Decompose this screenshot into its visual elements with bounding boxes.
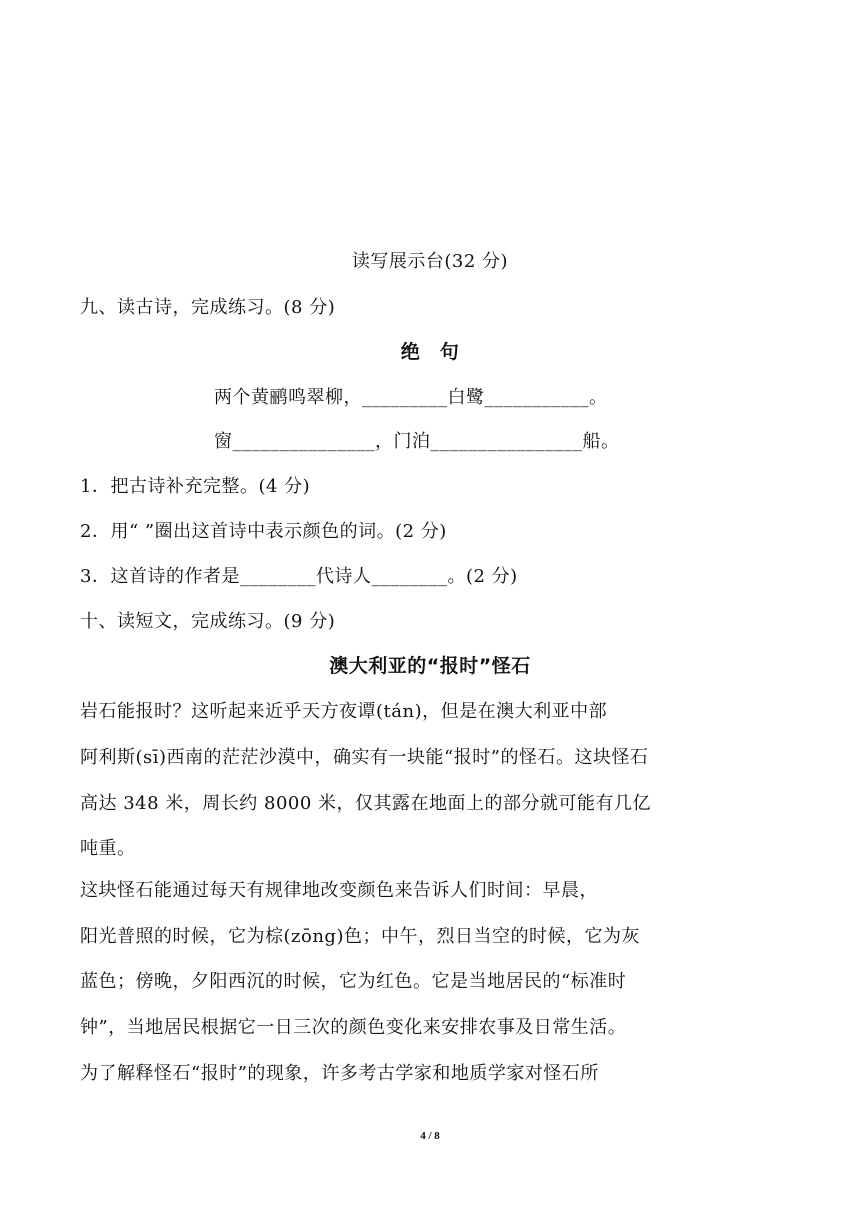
article-line: 这块怪石能通过每天有规律地改变颜色来告诉人们时间：早晨， [80, 880, 598, 901]
question-9-item-2: 2．用“ ”圈出这首诗中表示颜色的词。(2 分) [80, 521, 447, 542]
article-line: 钟”，当地居民根据它一日三次的颜色变化来安排农事及日常生活。 [80, 1017, 627, 1038]
section-title: 读写展示台(32 分) [351, 251, 509, 272]
article-line: 阿利斯(sī)西南的茫茫沙漠中，确实有一块能“报时”的怪石。这块怪石 [80, 747, 649, 768]
page-number: 4 / 8 [420, 1130, 440, 1142]
article-line: 岩石能报时？这听起来近乎天方夜谭(tán)，但是在澳大利亚中部 [80, 701, 608, 722]
article-line: 蓝色；傍晚，夕阳西沉的时候，它为红色。它是当地居民的“标准时 [80, 971, 627, 992]
question-9-heading: 九、读古诗，完成练习。(8 分) [80, 297, 336, 318]
article-title: 澳大利亚的“报时”怪石 [329, 655, 531, 677]
article-line: 高达 348 米，周长约 8000 米，仅其露在地面上的部分就可能有几亿 [80, 793, 652, 814]
article-line: 阳光普照的时候，它为棕(zōng)色；中午，烈日当空的时候，它为灰 [80, 926, 640, 947]
question-9-item-1: 1．把古诗补充完整。(4 分) [80, 476, 311, 497]
article-line: 吨重。 [80, 838, 136, 859]
question-10-heading: 十、读短文，完成练习。(9 分) [80, 611, 336, 632]
poem-line-2: 窗_______________，门泊________________船。 [214, 431, 620, 452]
question-9-item-3: 3．这首诗的作者是________代诗人________。(2 分) [80, 566, 518, 587]
poem-line-1: 两个黄鹂鸣翠柳，_________白鹭___________。 [214, 387, 608, 408]
article-line: 为了解释怪石“报时”的现象，许多考古学家和地质学家对怪石所 [80, 1063, 599, 1084]
poem-title: 绝 句 [400, 341, 460, 363]
